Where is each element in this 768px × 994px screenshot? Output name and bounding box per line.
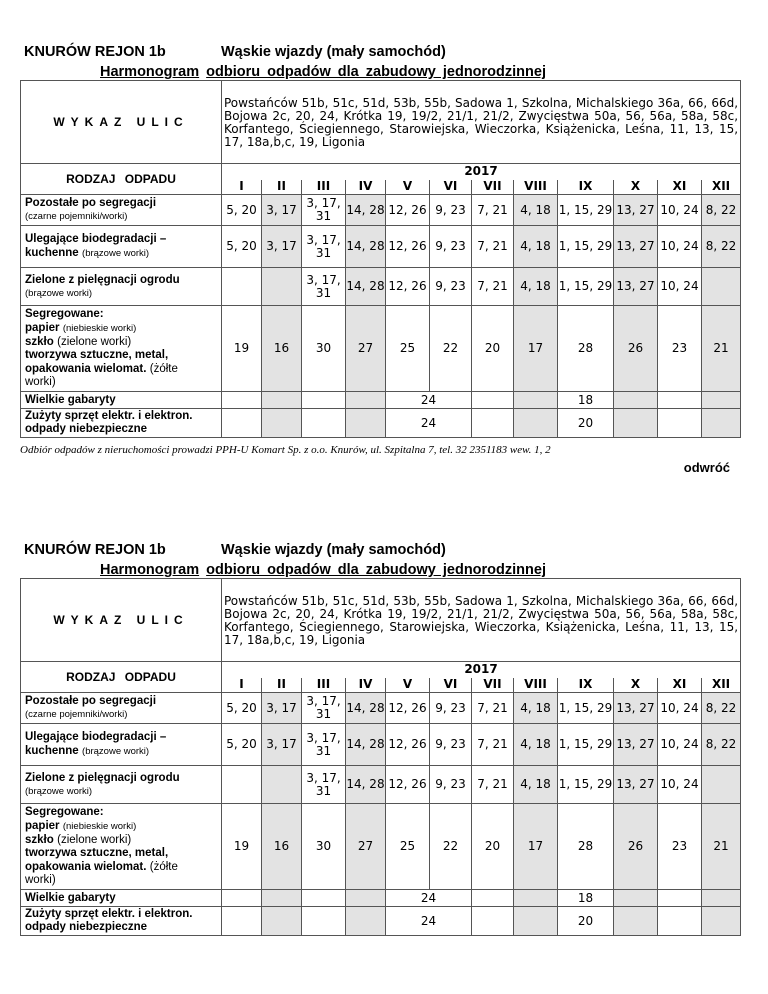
month-header: VIII	[514, 180, 558, 195]
date-cell: 16	[262, 804, 302, 890]
multilayer-note-2: worki)	[25, 874, 56, 886]
multilayer-label: opakowania wielomat.	[25, 363, 147, 375]
date-cell: 12, 26	[386, 268, 430, 306]
month-header: X	[614, 678, 658, 693]
date-cell: 3, 17, 31	[302, 226, 346, 268]
date-cell	[614, 409, 658, 438]
date-cell	[222, 907, 262, 936]
date-cell: 13, 27	[614, 693, 658, 724]
date-cell: 8, 22	[702, 195, 741, 226]
date-cell	[302, 890, 346, 907]
table-row	[21, 724, 741, 766]
date-cell	[222, 268, 262, 306]
plastics-label: tworzywa sztuczne, metal,	[25, 349, 169, 361]
waste-type-name: Pozostałe po segregacji	[25, 695, 157, 707]
date-cell: 22	[430, 804, 472, 890]
table-row	[21, 907, 741, 936]
date-cell: 19	[222, 804, 262, 890]
date-cell: 16	[262, 306, 302, 392]
date-cell	[262, 890, 302, 907]
date-cell: 7, 21	[472, 195, 514, 226]
date-cell: 25	[386, 306, 430, 392]
month-header: XII	[702, 180, 741, 195]
date-cell: 3, 17	[262, 226, 302, 268]
table-row	[21, 890, 741, 907]
streets-list: Powstańców 51b, 51c, 51d, 53b, 55b, Sadowa 1, Szkolna, Michalskiego 36a, 66, 66d, Bojowa 2c, 20, 24, Krótka 19, 19/2, 21/1, 21/2, Zwycięstwa 50a, 56, 56a, 58a, 58c, Korfantego, Ściegiennego, Starowiejska, Wieczorka, Książenicka, Leśna, 11, 13, 15, 17, 18a,b,c, 19, Ligonia	[222, 579, 741, 662]
month-header: I	[222, 180, 262, 195]
date-cell	[658, 907, 702, 936]
date-cell: 4, 18	[514, 693, 558, 724]
waste-type-cell	[21, 804, 222, 890]
date-cell: 12, 26	[386, 195, 430, 226]
date-cell: 3, 17, 31	[302, 724, 346, 766]
vehicle-note: Wąskie wjazdy (mały samochód)	[221, 542, 446, 558]
date-cell: 23	[658, 306, 702, 392]
waste-type-name-2: odpady niebezpieczne	[25, 921, 148, 933]
date-cell	[262, 268, 302, 306]
date-cell	[702, 268, 741, 306]
date-cell: 27	[346, 306, 386, 392]
waste-type-name: Ulegające biodegradacji –	[25, 731, 167, 743]
month-header: IV	[346, 180, 386, 195]
date-cell	[514, 409, 558, 438]
month-header: XI	[658, 678, 702, 693]
streets-label: WYKAZ ULIC	[21, 81, 222, 164]
date-cell	[658, 392, 702, 409]
date-cell: 14, 28	[346, 226, 386, 268]
date-cell	[702, 766, 741, 804]
date-cell: 14, 28	[346, 195, 386, 226]
table-row	[21, 693, 741, 724]
waste-type-name: Zużyty sprzęt elektr. i elektron.	[25, 908, 193, 920]
streets-list: Powstańców 51b, 51c, 51d, 53b, 55b, Sadowa 1, Szkolna, Michalskiego 36a, 66, 66d, Bojowa 2c, 20, 24, Krótka 19, 19/2, 21/1, 21/2, Zwycięstwa 50a, 56, 56a, 58a, 58c, Korfantego, Ściegiennego, Starowiejska, Wieczorka, Książenicka, Leśna, 11, 13, 15, 17, 18a,b,c, 19, Ligonia	[222, 81, 741, 164]
date-cell	[222, 890, 262, 907]
footer-note: Odbiór odpadów z nieruchomości prowadzi PPH-U Komart Sp. z o.o. Knurów, ul. Szpitalna 7, tel. 32 2351183 wew. 1, 2	[20, 444, 551, 456]
waste-type-label: RODZAJ ODPADU	[21, 662, 222, 693]
waste-type-name: Ulegające biodegradacji –	[25, 233, 167, 245]
date-cell: 1, 15, 29	[558, 226, 614, 268]
container-note: (czarne pojemniki/worki)	[25, 709, 128, 720]
month-header: IV	[346, 678, 386, 693]
table-row	[21, 268, 741, 306]
date-cell: 1, 15, 29	[558, 693, 614, 724]
waste-type-label: RODZAJ ODPADU	[21, 164, 222, 195]
month-header: V	[386, 180, 430, 195]
date-cell	[222, 392, 262, 409]
date-cell: 9, 23	[430, 724, 472, 766]
waste-type-name: Zielone z pielęgnacji ogrodu	[25, 273, 180, 286]
date-cell: 14, 28	[346, 693, 386, 724]
waste-type-name: Wielkie gabaryty	[25, 393, 116, 406]
month-header: III	[302, 678, 346, 693]
date-cell: 7, 21	[472, 766, 514, 804]
month-header: XII	[702, 678, 741, 693]
date-cell: 17	[514, 804, 558, 890]
date-cell	[514, 392, 558, 409]
date-cell	[222, 766, 262, 804]
container-note: (czarne pojemniki/worki)	[25, 211, 128, 222]
title-lead: Harmonogram	[100, 64, 200, 80]
waste-type-cell	[21, 693, 222, 724]
waste-type-cell	[21, 724, 222, 766]
date-cell: 24	[386, 409, 472, 438]
date-cell: 20	[558, 409, 614, 438]
date-cell: 26	[614, 804, 658, 890]
date-cell: 3, 17	[262, 195, 302, 226]
date-cell	[302, 409, 346, 438]
date-cell: 18	[558, 890, 614, 907]
waste-type-cell	[21, 226, 222, 268]
date-cell: 4, 18	[514, 766, 558, 804]
waste-type-cell	[21, 890, 222, 907]
date-cell: 10, 24	[658, 195, 702, 226]
paper-label: papier	[25, 322, 60, 334]
schedule-table	[20, 578, 741, 936]
date-cell	[346, 907, 386, 936]
date-cell: 27	[346, 804, 386, 890]
month-header: VII	[472, 678, 514, 693]
date-cell: 5, 20	[222, 693, 262, 724]
date-cell: 7, 21	[472, 268, 514, 306]
date-cell: 9, 23	[430, 195, 472, 226]
waste-type-cell	[21, 409, 222, 438]
date-cell	[514, 907, 558, 936]
schedule-title	[100, 64, 546, 80]
date-cell	[658, 409, 702, 438]
date-cell: 7, 21	[472, 226, 514, 268]
date-cell: 10, 24	[658, 766, 702, 804]
table-row	[21, 392, 741, 409]
segregated-label: Segregowane:	[25, 806, 104, 818]
date-cell	[302, 392, 346, 409]
date-cell: 10, 24	[658, 226, 702, 268]
date-cell	[262, 392, 302, 409]
date-cell: 20	[558, 907, 614, 936]
date-cell: 23	[658, 804, 702, 890]
date-cell	[702, 392, 741, 409]
date-cell: 21	[702, 306, 741, 392]
date-cell: 7, 21	[472, 693, 514, 724]
date-cell: 1, 15, 29	[558, 268, 614, 306]
date-cell: 3, 17	[262, 693, 302, 724]
date-cell	[472, 890, 514, 907]
date-cell: 13, 27	[614, 724, 658, 766]
date-cell: 30	[302, 306, 346, 392]
date-cell	[614, 907, 658, 936]
waste-type-cell	[21, 268, 222, 306]
sheet-header	[20, 40, 740, 80]
date-cell: 1, 15, 29	[558, 195, 614, 226]
waste-type-name: Pozostałe po segregacji	[25, 197, 157, 209]
date-cell: 1, 15, 29	[558, 724, 614, 766]
date-cell: 28	[558, 306, 614, 392]
date-cell: 5, 20	[222, 724, 262, 766]
region-label: KNURÓW REJON 1b	[24, 542, 166, 558]
waste-type-name: Zużyty sprzęt elektr. i elektron.	[25, 410, 193, 422]
container-note: (brązowe worki)	[82, 248, 150, 259]
date-cell	[472, 392, 514, 409]
month-header: VIII	[514, 678, 558, 693]
date-cell: 13, 27	[614, 195, 658, 226]
date-cell	[614, 392, 658, 409]
date-cell: 12, 26	[386, 693, 430, 724]
vehicle-note: Wąskie wjazdy (mały samochód)	[221, 44, 446, 60]
glass-note: (zielone worki)	[57, 336, 132, 348]
date-cell: 9, 23	[430, 766, 472, 804]
sheet-header	[20, 538, 740, 578]
date-cell: 14, 28	[346, 268, 386, 306]
waste-type-cell	[21, 907, 222, 936]
streets-label: WYKAZ ULIC	[21, 579, 222, 662]
schedule-table	[20, 80, 741, 438]
date-cell: 10, 24	[658, 268, 702, 306]
date-cell: 19	[222, 306, 262, 392]
date-cell: 4, 18	[514, 226, 558, 268]
date-cell: 4, 18	[514, 724, 558, 766]
date-cell: 9, 23	[430, 693, 472, 724]
glass-note: (zielone worki)	[57, 834, 132, 846]
date-cell	[262, 409, 302, 438]
date-cell: 28	[558, 804, 614, 890]
date-cell: 30	[302, 804, 346, 890]
paper-note: (niebieskie worki)	[62, 821, 137, 832]
title-lead: Harmonogram	[100, 562, 200, 578]
date-cell	[222, 409, 262, 438]
month-header: V	[386, 678, 430, 693]
year-label: 2017	[222, 662, 741, 678]
date-cell: 3, 17, 31	[302, 195, 346, 226]
multilayer-label: opakowania wielomat.	[25, 861, 147, 873]
date-cell: 21	[702, 804, 741, 890]
table-row	[21, 409, 741, 438]
schedule-sheet-copy	[20, 538, 740, 936]
date-cell: 17	[514, 306, 558, 392]
date-cell	[702, 409, 741, 438]
table-row	[21, 195, 741, 226]
plastics-label: tworzywa sztuczne, metal,	[25, 847, 169, 859]
date-cell: 10, 24	[658, 693, 702, 724]
region-label: KNURÓW REJON 1b	[24, 44, 166, 60]
date-cell: 24	[386, 392, 472, 409]
multilayer-note-2: worki)	[25, 376, 56, 388]
month-header: VII	[472, 180, 514, 195]
date-cell: 18	[558, 392, 614, 409]
waste-type-name: Wielkie gabaryty	[25, 891, 116, 904]
waste-type-name-2: kuchenne	[25, 247, 79, 259]
glass-label: szkło	[25, 834, 54, 846]
month-header: II	[262, 180, 302, 195]
date-cell: 24	[386, 890, 472, 907]
waste-type-name-2: kuchenne	[25, 745, 79, 757]
date-cell: 12, 26	[386, 226, 430, 268]
month-header: X	[614, 180, 658, 195]
date-cell	[658, 890, 702, 907]
date-cell	[346, 392, 386, 409]
date-cell: 7, 21	[472, 724, 514, 766]
turn-over-note: odwróć	[683, 460, 730, 475]
date-cell: 14, 28	[346, 766, 386, 804]
date-cell: 4, 18	[514, 195, 558, 226]
date-cell	[614, 890, 658, 907]
waste-type-cell	[21, 766, 222, 804]
date-cell: 4, 18	[514, 268, 558, 306]
waste-type-name: Zielone z pielęgnacji ogrodu	[25, 771, 180, 784]
date-cell: 8, 22	[702, 724, 741, 766]
date-cell: 14, 28	[346, 724, 386, 766]
date-cell: 1, 15, 29	[558, 766, 614, 804]
month-header: VI	[430, 180, 472, 195]
date-cell	[702, 890, 741, 907]
waste-type-name-2: odpady niebezpieczne	[25, 423, 148, 435]
date-cell: 26	[614, 306, 658, 392]
date-cell	[702, 907, 741, 936]
date-cell: 12, 26	[386, 724, 430, 766]
waste-type-cell	[21, 306, 222, 392]
month-header: III	[302, 180, 346, 195]
date-cell: 24	[386, 907, 472, 936]
glass-label: szkło	[25, 336, 54, 348]
table-row	[21, 306, 741, 392]
waste-type-cell	[21, 195, 222, 226]
date-cell: 13, 27	[614, 766, 658, 804]
month-header: II	[262, 678, 302, 693]
date-cell: 8, 22	[702, 693, 741, 724]
date-cell: 3, 17, 31	[302, 693, 346, 724]
date-cell: 20	[472, 804, 514, 890]
date-cell	[346, 890, 386, 907]
year-label: 2017	[222, 164, 741, 180]
paper-note: (niebieskie worki)	[62, 323, 137, 334]
date-cell: 20	[472, 306, 514, 392]
month-header: IX	[558, 180, 614, 195]
title-rest: odbioru odpadów dla zabudowy jednorodzinnej	[206, 64, 546, 80]
date-cell: 5, 20	[222, 226, 262, 268]
container-note: (brązowe worki)	[25, 785, 93, 797]
date-cell: 3, 17, 31	[302, 268, 346, 306]
month-header: VI	[430, 678, 472, 693]
date-cell: 22	[430, 306, 472, 392]
date-cell	[472, 907, 514, 936]
date-cell	[262, 907, 302, 936]
segregated-label: Segregowane:	[25, 308, 104, 320]
schedule-sheet	[20, 40, 740, 475]
date-cell	[302, 907, 346, 936]
date-cell: 3, 17, 31	[302, 766, 346, 804]
date-cell: 13, 27	[614, 268, 658, 306]
date-cell: 9, 23	[430, 226, 472, 268]
date-cell: 5, 20	[222, 195, 262, 226]
waste-type-cell	[21, 392, 222, 409]
title-rest: odbioru odpadów dla zabudowy jednorodzinnej	[206, 562, 546, 578]
month-header: XI	[658, 180, 702, 195]
date-cell: 13, 27	[614, 226, 658, 268]
paper-label: papier	[25, 820, 60, 832]
multilayer-note: (żółte	[149, 861, 178, 873]
table-row	[21, 226, 741, 268]
date-cell: 3, 17	[262, 724, 302, 766]
table-row	[21, 766, 741, 804]
date-cell: 12, 26	[386, 766, 430, 804]
date-cell: 10, 24	[658, 724, 702, 766]
date-cell	[472, 409, 514, 438]
schedule-title	[100, 562, 546, 578]
date-cell	[346, 409, 386, 438]
date-cell	[262, 766, 302, 804]
multilayer-note: (żółte	[149, 363, 178, 375]
month-header: IX	[558, 678, 614, 693]
month-header: I	[222, 678, 262, 693]
table-row	[21, 804, 741, 890]
date-cell: 8, 22	[702, 226, 741, 268]
date-cell: 9, 23	[430, 268, 472, 306]
date-cell: 25	[386, 804, 430, 890]
date-cell	[514, 890, 558, 907]
container-note: (brązowe worki)	[25, 287, 93, 299]
container-note: (brązowe worki)	[82, 746, 150, 757]
